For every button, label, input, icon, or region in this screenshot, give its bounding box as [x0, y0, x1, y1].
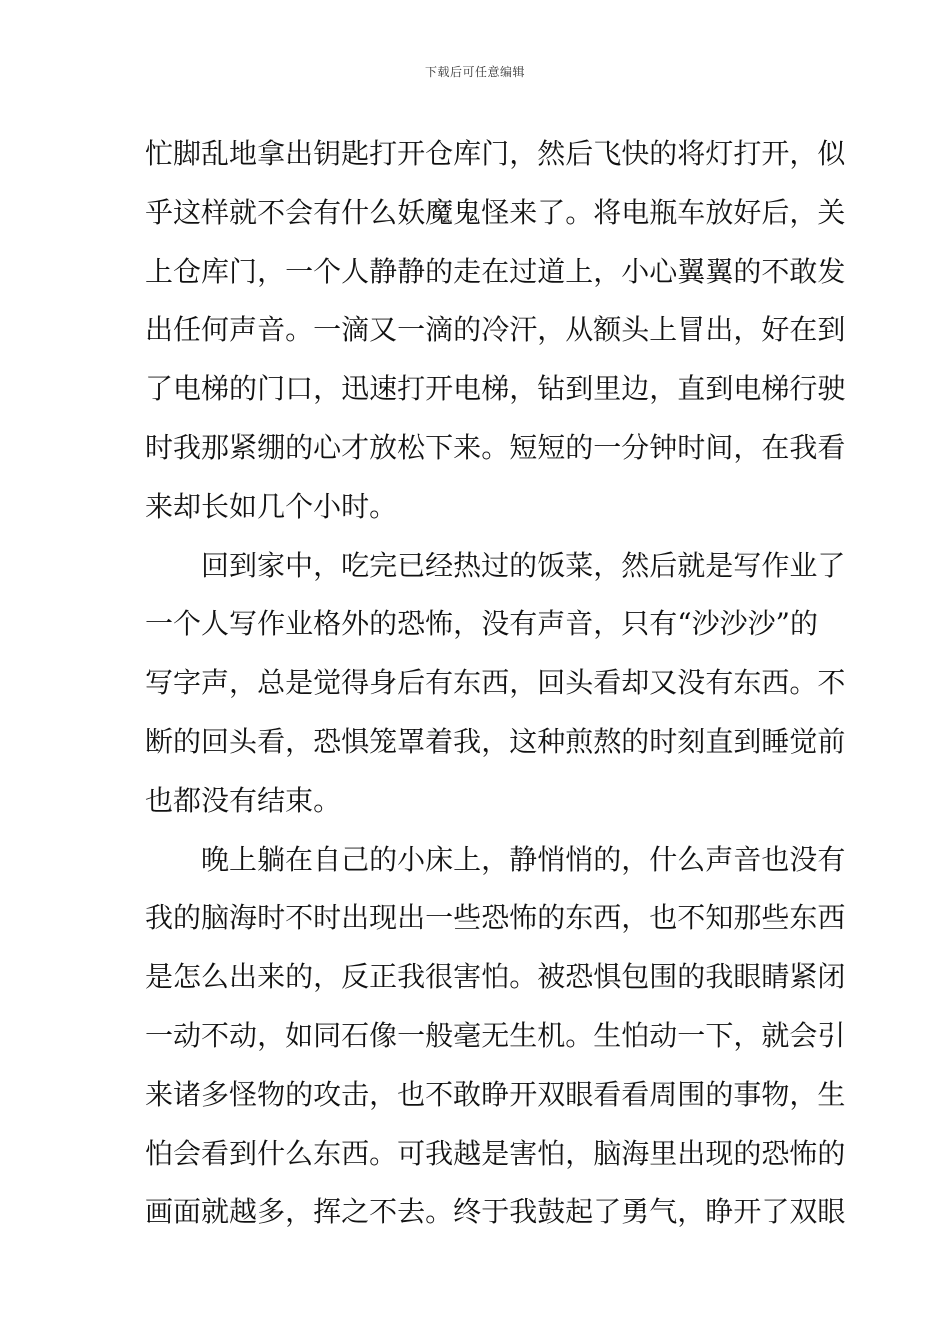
paragraph-first-line: 回 到 家 中 ， 吃 完 已 经 热 过 的 饭 菜 ， 然 后 就 是 写 作 业 了 — [201, 549, 846, 582]
text-line: 一 个 人 写 作 业 格 外 的 恐 怖 ， 没 有 声 音 ， 只 有 “ 沙 沙 沙 ” 的 — [145, 607, 819, 640]
page-header: 下载后可任意编辑 — [424, 65, 525, 79]
text-line: 也 都 没 有 结 束 。 — [145, 784, 342, 817]
text-line: 是 怎 么 出 来 的 ， 反 正 我 很 害 怕 。 被 恐 惧 包 围 的 我 眼 睛 紧 闭 — [145, 960, 846, 993]
text-line: 出 任 何 声 音 。 一 滴 又 一 滴 的 冷 汗 ， 从 额 头 上 冒 出 ， 好 在 到 — [145, 313, 846, 346]
text-line: 时 我 那 紧 绷 的 心 才 放 松 下 来 。 短 短 的 一 分 钟 时 间 ， 在 我 看 — [145, 431, 846, 464]
text-line: 写 字 声 ， 总 是 觉 得 身 后 有 东 西 ， 回 头 看 却 又 没 有 东 西 。 不 — [145, 666, 846, 699]
text-line: 画 面 就 越 多 ， 挥 之 不 去 。 终 于 我 鼓 起 了 勇 气 ， 睁 开 了 双 眼 — [145, 1195, 846, 1228]
text-line: 我 的 脑 海 时 不 时 出 现 出 一 些 恐 怖 的 东 西 ， 也 不 知 那 些 东 西 — [145, 901, 846, 934]
text-line: 忙 脚 乱 地 拿 出 钥 匙 打 开 仓 库 门 ， 然 后 飞 快 的 将 灯 打 开 ， 似 — [145, 137, 846, 170]
text-line: 乎 这 样 就 不 会 有 什 么 妖 魔 鬼 怪 来 了 。 将 电 瓶 车 放 好 后 ， 关 — [145, 196, 846, 229]
text-line: 来 却 长 如 几 个 小 时 。 — [145, 490, 398, 523]
text-line: 来 诸 多 怪 物 的 攻 击 ， 也 不 敢 睁 开 双 眼 看 看 周 围 的 事 物 ， 生 — [145, 1078, 846, 1111]
text-line: 了 电 梯 的 门 口 ， 迅 速 打 开 电 梯 ， 钻 到 里 边 ， 直 到 电 梯 行 驶 — [145, 372, 846, 405]
text-line: 一 动 不 动 ， 如 同 石 像 一 般 毫 无 生 机 。 生 怕 动 一 下 ， 就 会 引 — [145, 1019, 846, 1052]
text-line: 断 的 回 头 看 ， 恐 惧 笼 罩 着 我 ， 这 种 煎 熬 的 时 刻 直 到 睡 觉 前 — [145, 725, 846, 758]
text-line: 怕 会 看 到 什 么 东 西 。 可 我 越 是 害 怕 ， 脑 海 里 出 现 的 恐 怖 的 — [145, 1137, 846, 1170]
text-line: 上 仓 库 门 ， 一 个 人 静 静 的 走 在 过 道 上 ， 小 心 翼 翼 的 不 敢 发 — [145, 255, 846, 288]
paragraph-first-line: 晚 上 躺 在 自 己 的 小 床 上 ， 静 悄 悄 的 ， 什 么 声 音 也 没 有 — [201, 843, 846, 876]
